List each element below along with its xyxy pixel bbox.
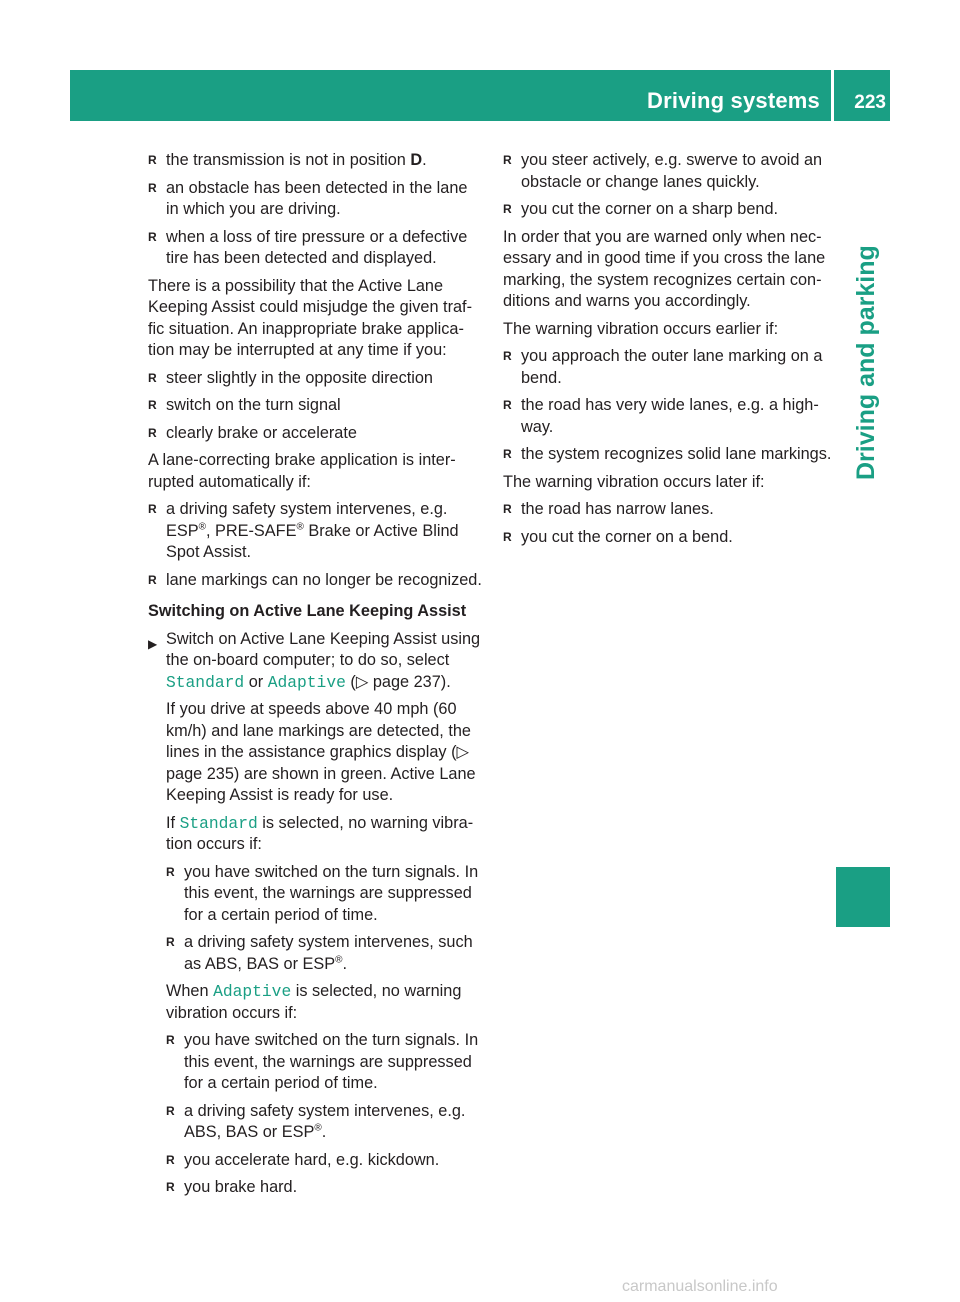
chapter-tab <box>840 240 890 480</box>
list-item: R you accelerate hard, e.g. kickdown. <box>166 1150 440 1169</box>
list-item: R the road has narrow lanes. <box>503 500 714 518</box>
list-item: R you approach the outer lane marking on a bend. <box>503 347 823 387</box>
paragraph: There is a possibility that the Active Lane Keeping Assist could misjudge the given traf-fic situation. An inappropriate brake applica-tion may be interrupted at any time if you: <box>148 276 472 359</box>
paragraph: When Adaptive is selected, no warning vibration occurs if: <box>166 982 462 1022</box>
list-item: R lane markings can no longer be recognized. <box>148 570 482 589</box>
section-title: Driving systems <box>647 88 820 113</box>
list-item: R steer slightly in the opposite direction <box>148 368 433 387</box>
list-item: R the system recognizes solid lane markings. <box>503 445 832 463</box>
paragraph: The warning vibration occurs later if: <box>503 472 765 491</box>
paragraph: If you drive at speeds above 40 mph (60 km/h) and lane markings are detected, the lines in the assistance graphics display (▷ page 235) are shown in green. Active Lane Keeping Assist is ready for use. <box>166 700 476 804</box>
watermark: carmanualsonline.info <box>622 1278 778 1295</box>
page-number: 223 <box>854 92 886 113</box>
step-arrow-icon: ▶ <box>148 636 158 651</box>
list-item: R an obstacle has been detected in the lane in which you are driving. <box>148 178 468 218</box>
list-item: R you cut the corner on a bend. <box>503 527 733 546</box>
chapter-marker <box>836 867 890 927</box>
option-standard: Standard <box>179 813 258 833</box>
chapter-tab-label: Driving and parking <box>852 245 880 480</box>
list-item: R you brake hard. <box>166 1178 298 1196</box>
left-column <box>148 150 482 1205</box>
option-adaptive: Adaptive <box>267 672 346 692</box>
list-item: R when a loss of tire pressure or a defective tire has been detected and displayed. <box>148 227 468 267</box>
header-divider <box>831 70 834 121</box>
instruction-step: ▶ Switch on Active Lane Keeping Assist using the on-board computer; to do so, select Standard or Adaptive (▷ page 237). <box>148 629 481 692</box>
list-item: R clearly brake or accelerate <box>148 423 357 442</box>
list-item: R you have switched on the turn signals. In this event, the warnings are suppressed for a certain period of time. <box>166 1031 479 1092</box>
list-item: R switch on the turn signal <box>148 396 341 414</box>
list-item: R you steer actively, e.g. swerve to avoid an obstacle or change lanes quickly. <box>503 151 823 191</box>
list-item: R you have switched on the turn signals. In this event, the warnings are suppressed for a certain period of time. <box>166 862 479 924</box>
right-column <box>503 150 837 554</box>
paragraph: A lane-correcting brake application is inter-rupted automatically if: <box>148 451 456 491</box>
list-item: R a driving safety system intervenes, e.g. ESP®, PRE-SAFE® Brake or Active Blind Spot Assist. <box>148 500 459 561</box>
list-item: R a driving safety system intervenes, e.g. ABS, BAS or ESP®. <box>166 1101 466 1141</box>
subsection-heading: Switching on Active Lane Keeping Assist <box>148 602 467 620</box>
list-item: R you cut the corner on a sharp bend. <box>503 200 779 218</box>
list-item: R a driving safety system intervenes, such as ABS, BAS or ESP®. <box>166 933 473 973</box>
option-standard: Standard <box>166 672 245 692</box>
option-adaptive: Adaptive <box>213 982 292 1001</box>
list-item: R the transmission is not in position D. <box>148 151 427 169</box>
paragraph: If Standard is selected, no warning vibra-tion occurs if: <box>166 813 474 853</box>
list-item: R the road has very wide lanes, e.g. a high-way. <box>503 396 819 436</box>
page-header <box>70 70 890 121</box>
paragraph: In order that you are warned only when nec-essary and in good time if you cross the lane marking, the system recognizes certain con-ditions and warns you accordingly. <box>503 227 826 310</box>
paragraph: The warning vibration occurs earlier if: <box>503 319 779 338</box>
